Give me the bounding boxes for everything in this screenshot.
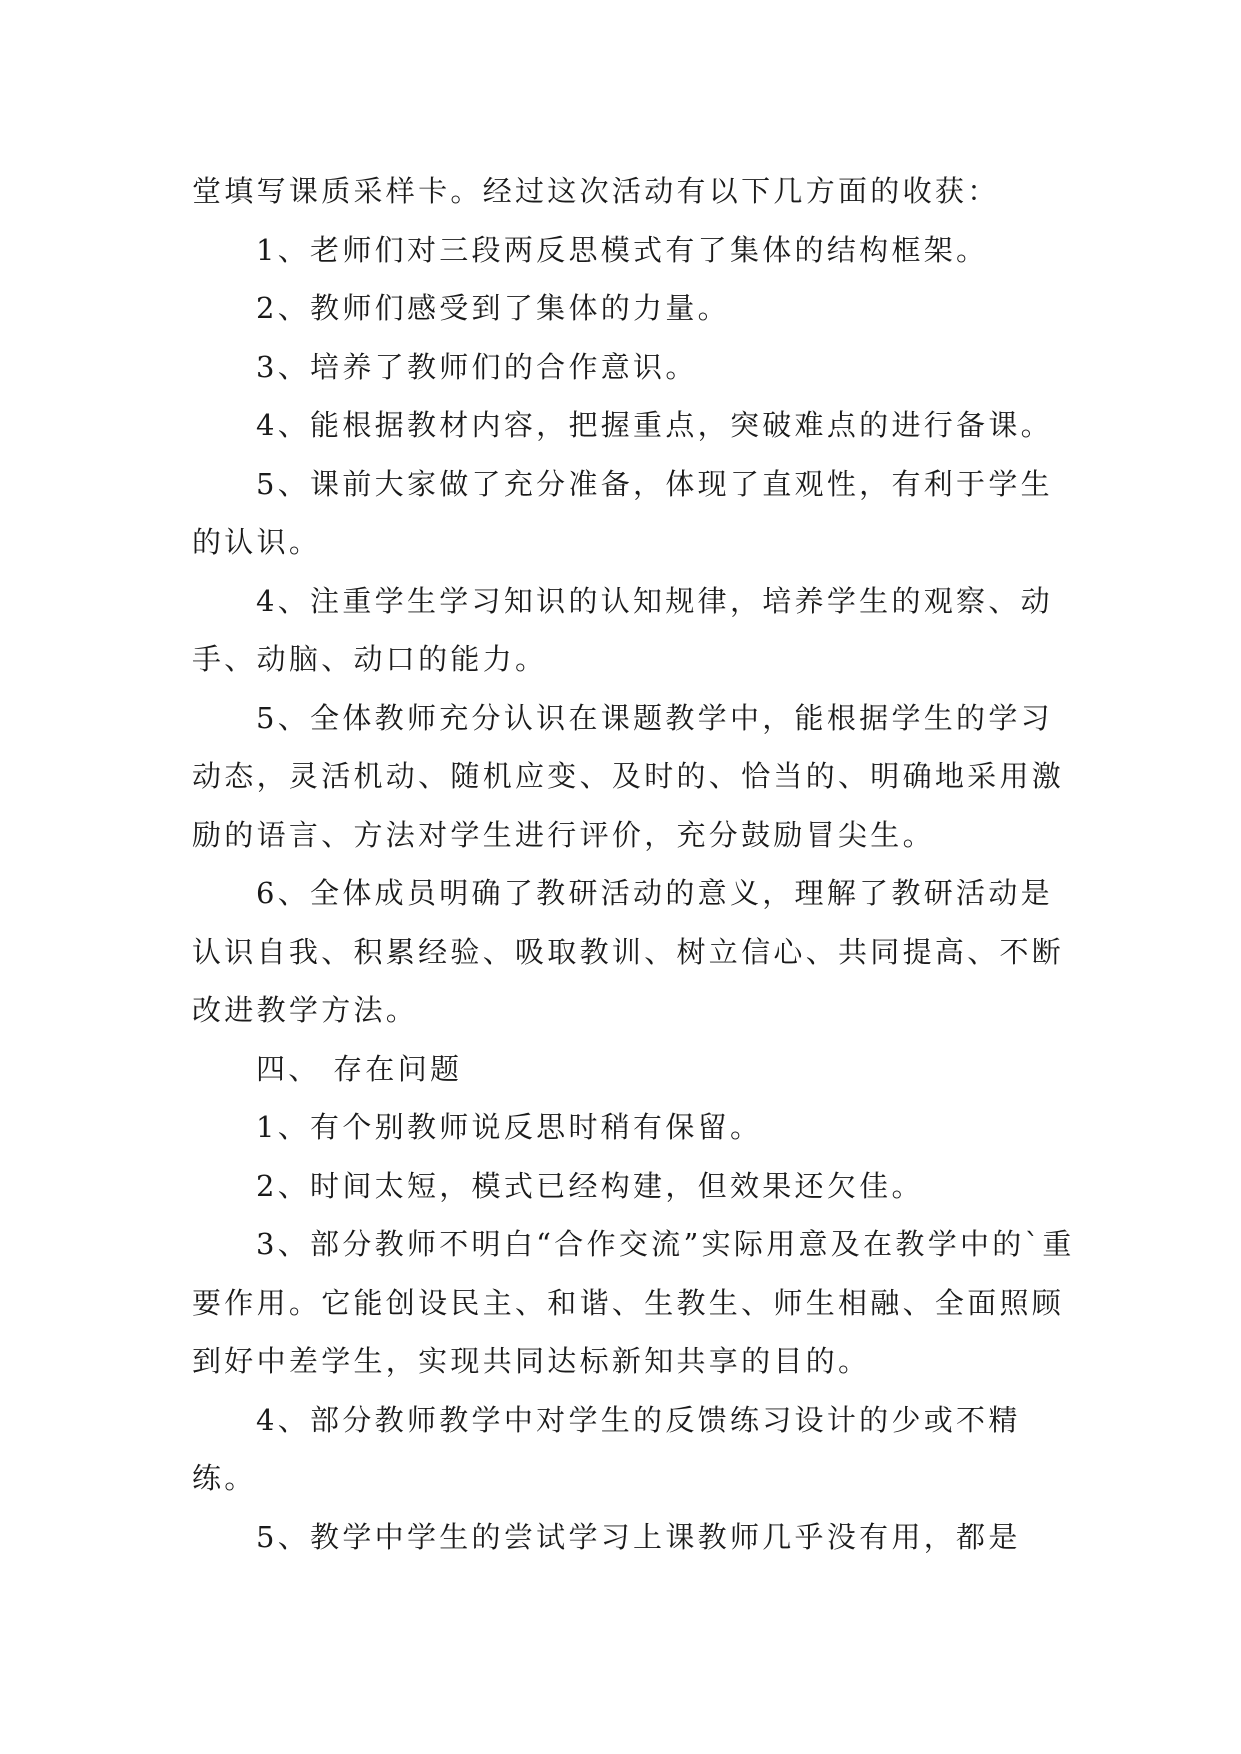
paragraph-continuation: 堂填写课质采样卡。经过这次活动有以下几方面的收获： <box>192 174 1000 208</box>
paragraph-problem-5: 5、教学中学生的尝试学习上课教师几乎没有用，都是 <box>256 1519 1021 1554</box>
paragraph-gain-2: 2、教师们感受到了集体的力量。 <box>256 291 730 325</box>
paragraph-gain-4b: 4、注重学生学习知识的认知规律，培养学生的观察、动手、动脑、动口的能力。 <box>192 583 1053 676</box>
paragraph-gain-4: 4、能根据教材内容，把握重点，突破难点的进行备课。 <box>256 408 1053 442</box>
paragraph-gain-5: 5、课前大家做了充分准备，体现了直观性，有利于学生的认识。 <box>192 466 1053 559</box>
paragraph-gain-1: 1、老师们对三段两反思模式有了集体的结构框架。 <box>256 232 989 267</box>
paragraph-gain-3: 3、培养了教师们的合作意识。 <box>256 349 698 384</box>
paragraph-gain-6: 6、全体成员明确了教研活动的意义，理解了教研活动是认识自我、积累经验、吸取教训、树立信心、共同提高、不断改进教学方法。 <box>192 876 1065 1027</box>
paragraph-problem-2: 2、时间太短，模式已经构建，但效果还欠佳。 <box>256 1168 924 1203</box>
document-body <box>192 162 1082 1566</box>
section-heading-problems: 四、 存在问题 <box>256 1051 463 1086</box>
paragraph-gain-5b: 5、全体教师充分认识在课题教学中，能根据学生的学习动态，灵活机动、随机应变、及时的、恰当的、明确地采用激励的语言、方法对学生进行评价，充分鼓励冒尖生。 <box>192 700 1065 852</box>
paragraph-problem-3: 3、部分教师不明白“合作交流”实际用意及在教学中的`重要作用。它能创设民主、和谐、生教生、师生相融、全面照顾到好中差学生，实现共同达标新知共享的目的。 <box>192 1227 1075 1378</box>
paragraph-problem-1: 1、有个别教师说反思时稍有保留。 <box>256 1110 763 1144</box>
paragraph-problem-4: 4、部分教师教学中对学生的反馈练习设计的少或不精练。 <box>192 1402 1021 1495</box>
